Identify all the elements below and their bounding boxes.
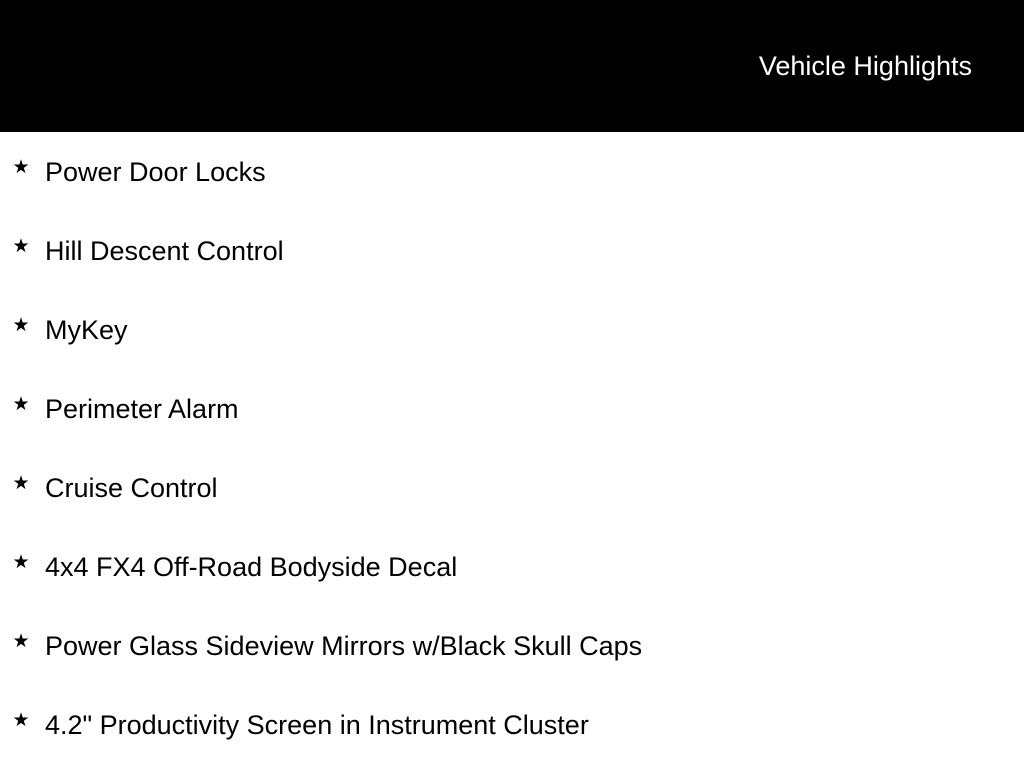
header-bar	[0, 0, 1024, 132]
star-icon: ★	[12, 394, 30, 415]
star-icon: ★	[12, 631, 30, 652]
list-item	[0, 606, 1024, 685]
list-item	[0, 685, 1024, 764]
highlight-label: Cruise Control	[45, 473, 218, 503]
star-icon: ★	[12, 315, 30, 336]
vehicle-highlights-list	[0, 132, 1024, 764]
highlight-label: Power Door Locks	[45, 157, 266, 187]
list-item	[0, 290, 1024, 369]
star-icon: ★	[12, 552, 30, 573]
list-item	[0, 369, 1024, 448]
highlight-label: Power Glass Sideview Mirrors w/Black Skull Caps	[45, 631, 643, 661]
highlight-label: MyKey	[45, 315, 128, 345]
page-title: Vehicle Highlights	[758, 51, 972, 81]
list-item	[0, 211, 1024, 290]
highlight-label: Hill Descent Control	[45, 236, 284, 266]
highlight-label: 4.2" Productivity Screen in Instrument Cluster	[45, 710, 589, 740]
highlight-label: Perimeter Alarm	[45, 394, 239, 424]
list-item	[0, 132, 1024, 211]
list-item	[0, 448, 1024, 527]
star-icon: ★	[12, 236, 30, 257]
star-icon: ★	[12, 473, 30, 494]
star-icon: ★	[12, 157, 30, 178]
highlight-label: 4x4 FX4 Off-Road Bodyside Decal	[45, 552, 458, 582]
star-icon: ★	[12, 710, 30, 731]
list-item	[0, 527, 1024, 606]
